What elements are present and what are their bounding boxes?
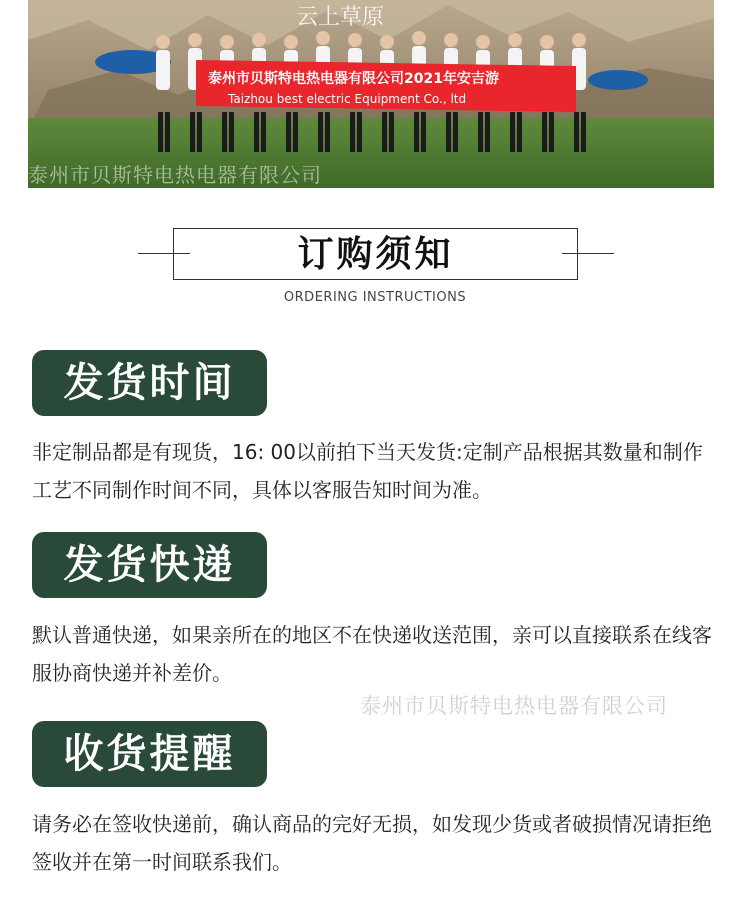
- section-text-shipping-time: 非定制品都是有现货，16: 00以前拍下当天发货:定制产品根据其数量和制作工艺不同制作时间不同，具体以客服告知时间为准。: [32, 440, 703, 502]
- section-badge-courier: [32, 532, 267, 598]
- group-photo: [28, 0, 714, 188]
- section-badge-shipping-time: [32, 350, 267, 416]
- page-subtitle: ORDERING INSTRUCTIONS: [283, 290, 467, 305]
- banner-text-en: Taizhou best electric Equipment Co., ltd: [228, 92, 467, 106]
- section-text-courier: 默认普通快递，如果亲所在的地区不在快递收送范围，亲可以直接联系在线客服协商快递并补差价。: [32, 623, 712, 685]
- section-title-shipping-time: 发货时间: [63, 360, 236, 406]
- section-title-courier: 发货快递: [63, 542, 236, 588]
- section-text-receipt-reminder: 请务必在签收快递前，确认商品的完好无损，如发现少货或者破损情况请拒绝签收并在第一时间联系我们。: [32, 812, 712, 874]
- ordering-heading: [0, 222, 750, 312]
- section-title-receipt-reminder: 收货提醒: [63, 731, 236, 777]
- section-badge-receipt-reminder: [32, 721, 267, 787]
- photo-watermark: 泰州市贝斯特电热电器有限公司: [28, 163, 322, 187]
- page-watermark: 泰州市贝斯特电热电器有限公司: [360, 694, 668, 718]
- banner-text-cn: 泰州市贝斯特电热电器有限公司2021年安吉游: [208, 71, 499, 87]
- page-title: 订购须知: [297, 234, 454, 275]
- heading-box: [173, 228, 578, 280]
- heading-divider-right: [562, 253, 614, 254]
- rock-carving-text: 云上草原: [296, 5, 385, 30]
